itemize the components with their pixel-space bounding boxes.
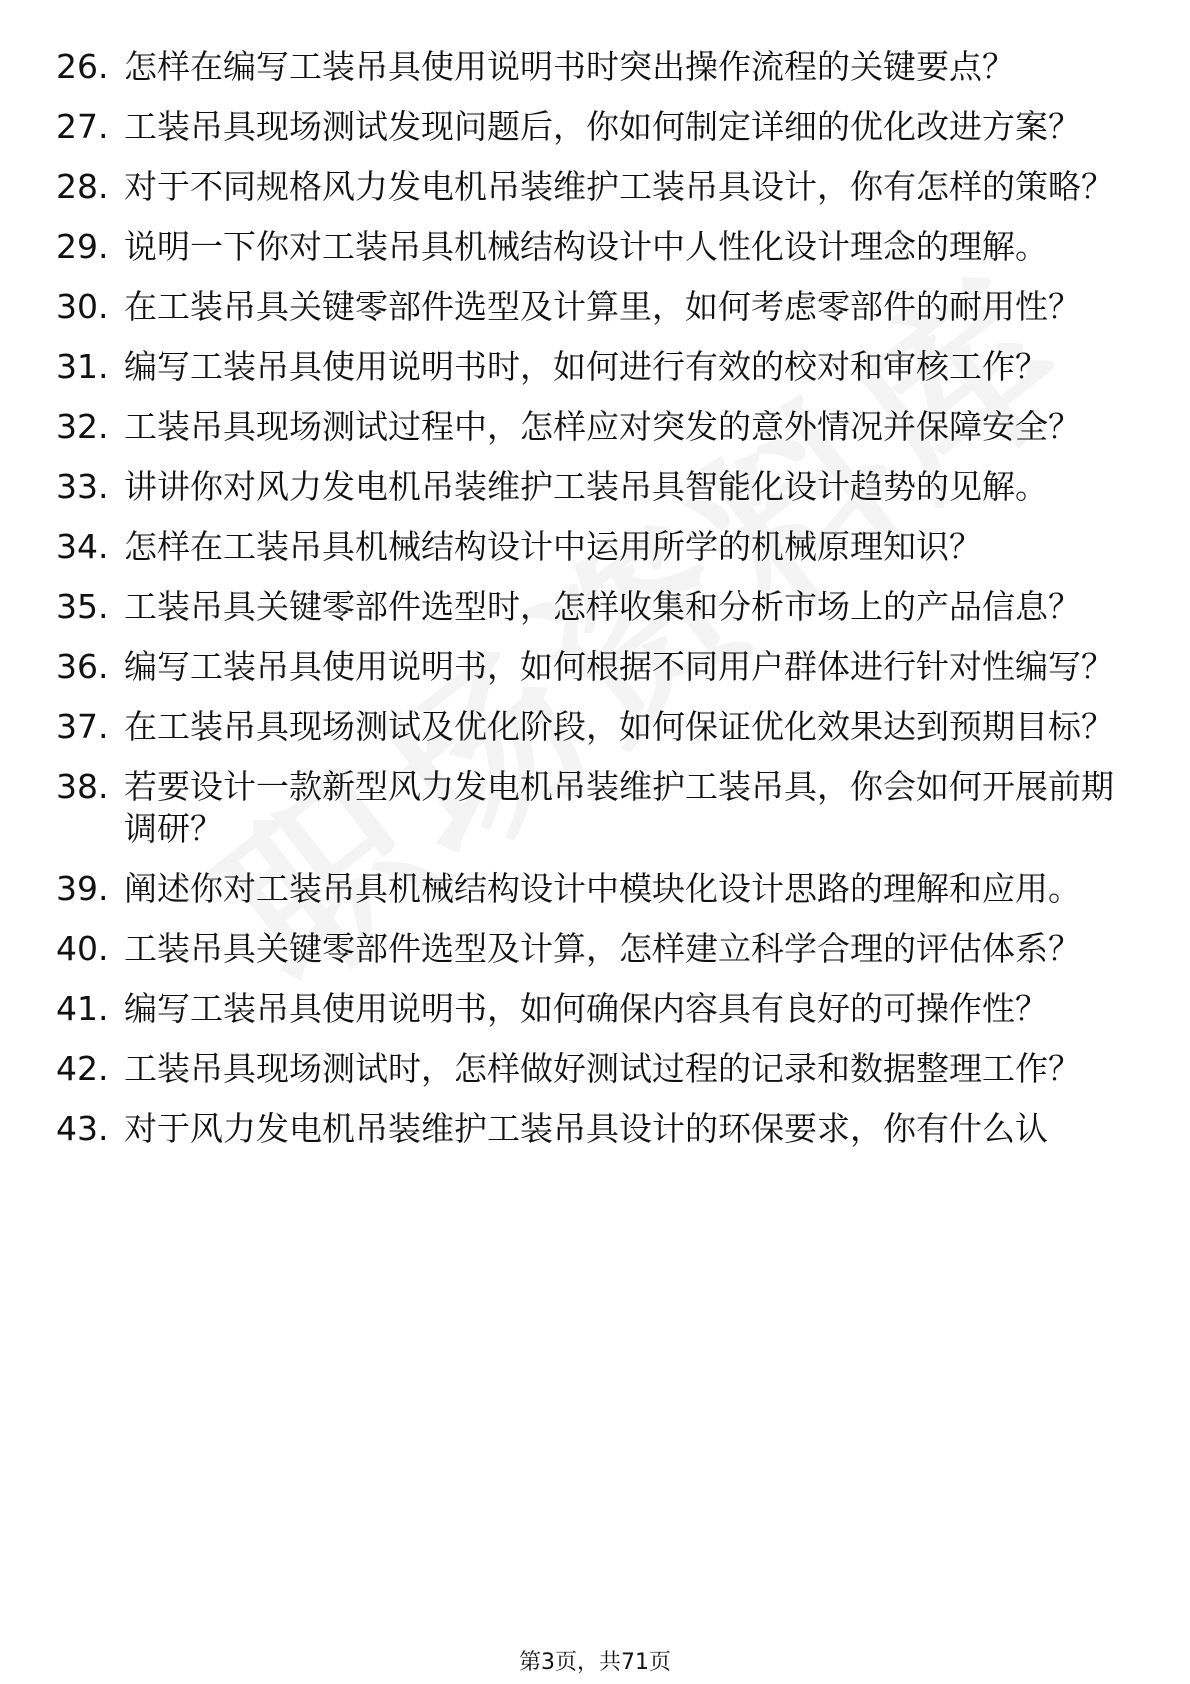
question-number: 31. <box>56 347 109 386</box>
list-item <box>56 868 1136 910</box>
question-number: 27. <box>56 107 109 146</box>
question-text: 工装吊具现场测试时，怎样做好测试过程的记录和数据整理工作？ <box>124 1049 1081 1088</box>
question-text: 怎样在编写工装吊具使用说明书时突出操作流程的关键要点？ <box>124 47 1015 86</box>
list-item <box>56 346 1136 388</box>
list-item <box>56 226 1136 268</box>
question-number: 30. <box>56 287 109 326</box>
question-number: 40. <box>56 929 109 968</box>
list-item <box>56 646 1136 688</box>
question-number: 36. <box>56 647 109 686</box>
list-item <box>56 166 1136 208</box>
question-number: 39. <box>56 869 109 908</box>
question-number: 42. <box>56 1049 109 1088</box>
question-number: 41. <box>56 989 109 1028</box>
list-item <box>56 286 1136 328</box>
list-item <box>56 988 1136 1030</box>
question-text: 在工装吊具关键零部件选型及计算里，如何考虑零部件的耐用性？ <box>124 287 1081 326</box>
question-number: 37. <box>56 707 109 746</box>
list-item <box>56 928 1136 970</box>
question-text: 工装吊具关键零部件选型时，怎样收集和分析市场上的产品信息？ <box>124 587 1081 626</box>
question-text: 讲讲你对风力发电机吊装维护工装吊具智能化设计趋势的见解。 <box>124 467 1048 506</box>
question-number: 34. <box>56 527 109 566</box>
question-text: 编写工装吊具使用说明书，如何确保内容具有良好的可操作性？ <box>124 989 1048 1028</box>
question-number: 35. <box>56 587 109 626</box>
question-text: 说明一下你对工装吊具机械结构设计中人性化设计理念的理解。 <box>124 227 1048 266</box>
list-item <box>56 406 1136 448</box>
list-item <box>56 526 1136 568</box>
question-text: 工装吊具关键零部件选型及计算，怎样建立科学合理的评估体系？ <box>124 929 1081 968</box>
question-text: 怎样在工装吊具机械结构设计中运用所学的机械原理知识？ <box>124 527 982 566</box>
question-number: 29. <box>56 227 109 266</box>
list-item <box>56 106 1136 148</box>
list-item <box>56 466 1136 508</box>
list-item <box>56 1048 1136 1090</box>
question-text: 对于不同规格风力发电机吊装维护工装吊具设计，你有怎样的策略？ <box>124 167 1114 206</box>
question-number: 33. <box>56 467 109 506</box>
question-text: 在工装吊具现场测试及优化阶段，如何保证优化效果达到预期目标？ <box>124 707 1114 746</box>
page-number: 第3页，共71页 <box>519 1650 671 1675</box>
list-item <box>56 46 1136 88</box>
list-item <box>56 706 1136 748</box>
question-text: 对于风力发电机吊装维护工装吊具设计的环保要求，你有什么认 <box>124 1109 1048 1148</box>
question-number: 38. <box>56 767 109 806</box>
question-text: 编写工装吊具使用说明书，如何根据不同用户群体进行针对性编写？ <box>124 647 1114 686</box>
question-number: 43. <box>56 1109 109 1148</box>
question-number: 28. <box>56 167 109 206</box>
question-text: 编写工装吊具使用说明书时，如何进行有效的校对和审核工作？ <box>124 347 1048 386</box>
question-text: 工装吊具现场测试发现问题后，你如何制定详细的优化改进方案？ <box>124 107 1081 146</box>
question-text: 阐述你对工装吊具机械结构设计中模块化设计思路的理解和应用。 <box>124 869 1081 908</box>
list-item <box>56 766 1136 850</box>
question-text: 工装吊具现场测试过程中，怎样应对突发的意外情况并保障安全？ <box>124 407 1081 446</box>
list-item <box>56 586 1136 628</box>
question-number: 26. <box>56 47 109 86</box>
list-item <box>56 1108 1136 1150</box>
question-list <box>56 46 1136 1168</box>
question-number: 32. <box>56 407 109 446</box>
question-text: 若要设计一款新型风力发电机吊装维护工装吊具，你会如何开展前期调研？ <box>124 767 1114 848</box>
